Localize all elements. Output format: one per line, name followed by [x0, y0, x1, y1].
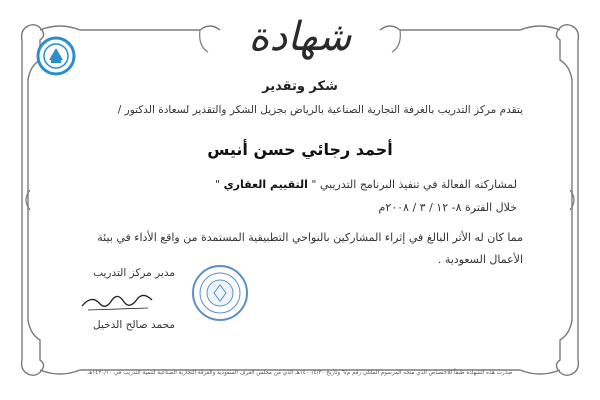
official-stamp-icon	[190, 263, 250, 323]
certificate-subtitle: شكر وتقدير	[262, 79, 338, 94]
footnote: صدرت هذه الشهادة طبقاً للاختصاص الذي منحه المرسوم الملكي رقم م/٦ وتاريخ ١٤٠٠/٤/٣٠هـ الذي من مجلس الغرف السعودية والغرفة التجارية الصناعية لتنمية التدريب في ١٤٢٠/١٠هـ	[87, 370, 513, 376]
handwritten-signature	[78, 288, 158, 314]
signatory-title: مدير مركز التدريب	[93, 267, 175, 279]
participation-suffix: "	[215, 178, 224, 191]
impact-text: مما كان له الأثر البالغ في إثراء المشاركين بالنواحي التطبيقية المستمدة من واقع الأداء في بيئة الأعمال السعودية .	[97, 231, 523, 266]
program-name: التقييم العقاري	[223, 178, 308, 191]
period-text: خلال الفترة ٨- ١٢ / ٣ / ٢٠٠٨م	[378, 201, 517, 214]
signatory-name: محمد صالح الدخيل	[93, 319, 175, 331]
participation-prefix: لمشاركته الفعالة في تنفيذ البرنامج التدريبي "	[307, 178, 517, 191]
chamber-logo-icon	[36, 36, 76, 76]
participation-text	[140, 178, 517, 191]
certificate-heading: شهادة	[248, 14, 352, 60]
recipient-name: أحمد رجائي حسن أنيس	[207, 140, 393, 159]
intro-text: يتقدم مركز التدريب بالغرفة التجارية الصناعية بالرياض بجزيل الشكر والتقدير لسعادة الدكتور /	[117, 104, 523, 116]
